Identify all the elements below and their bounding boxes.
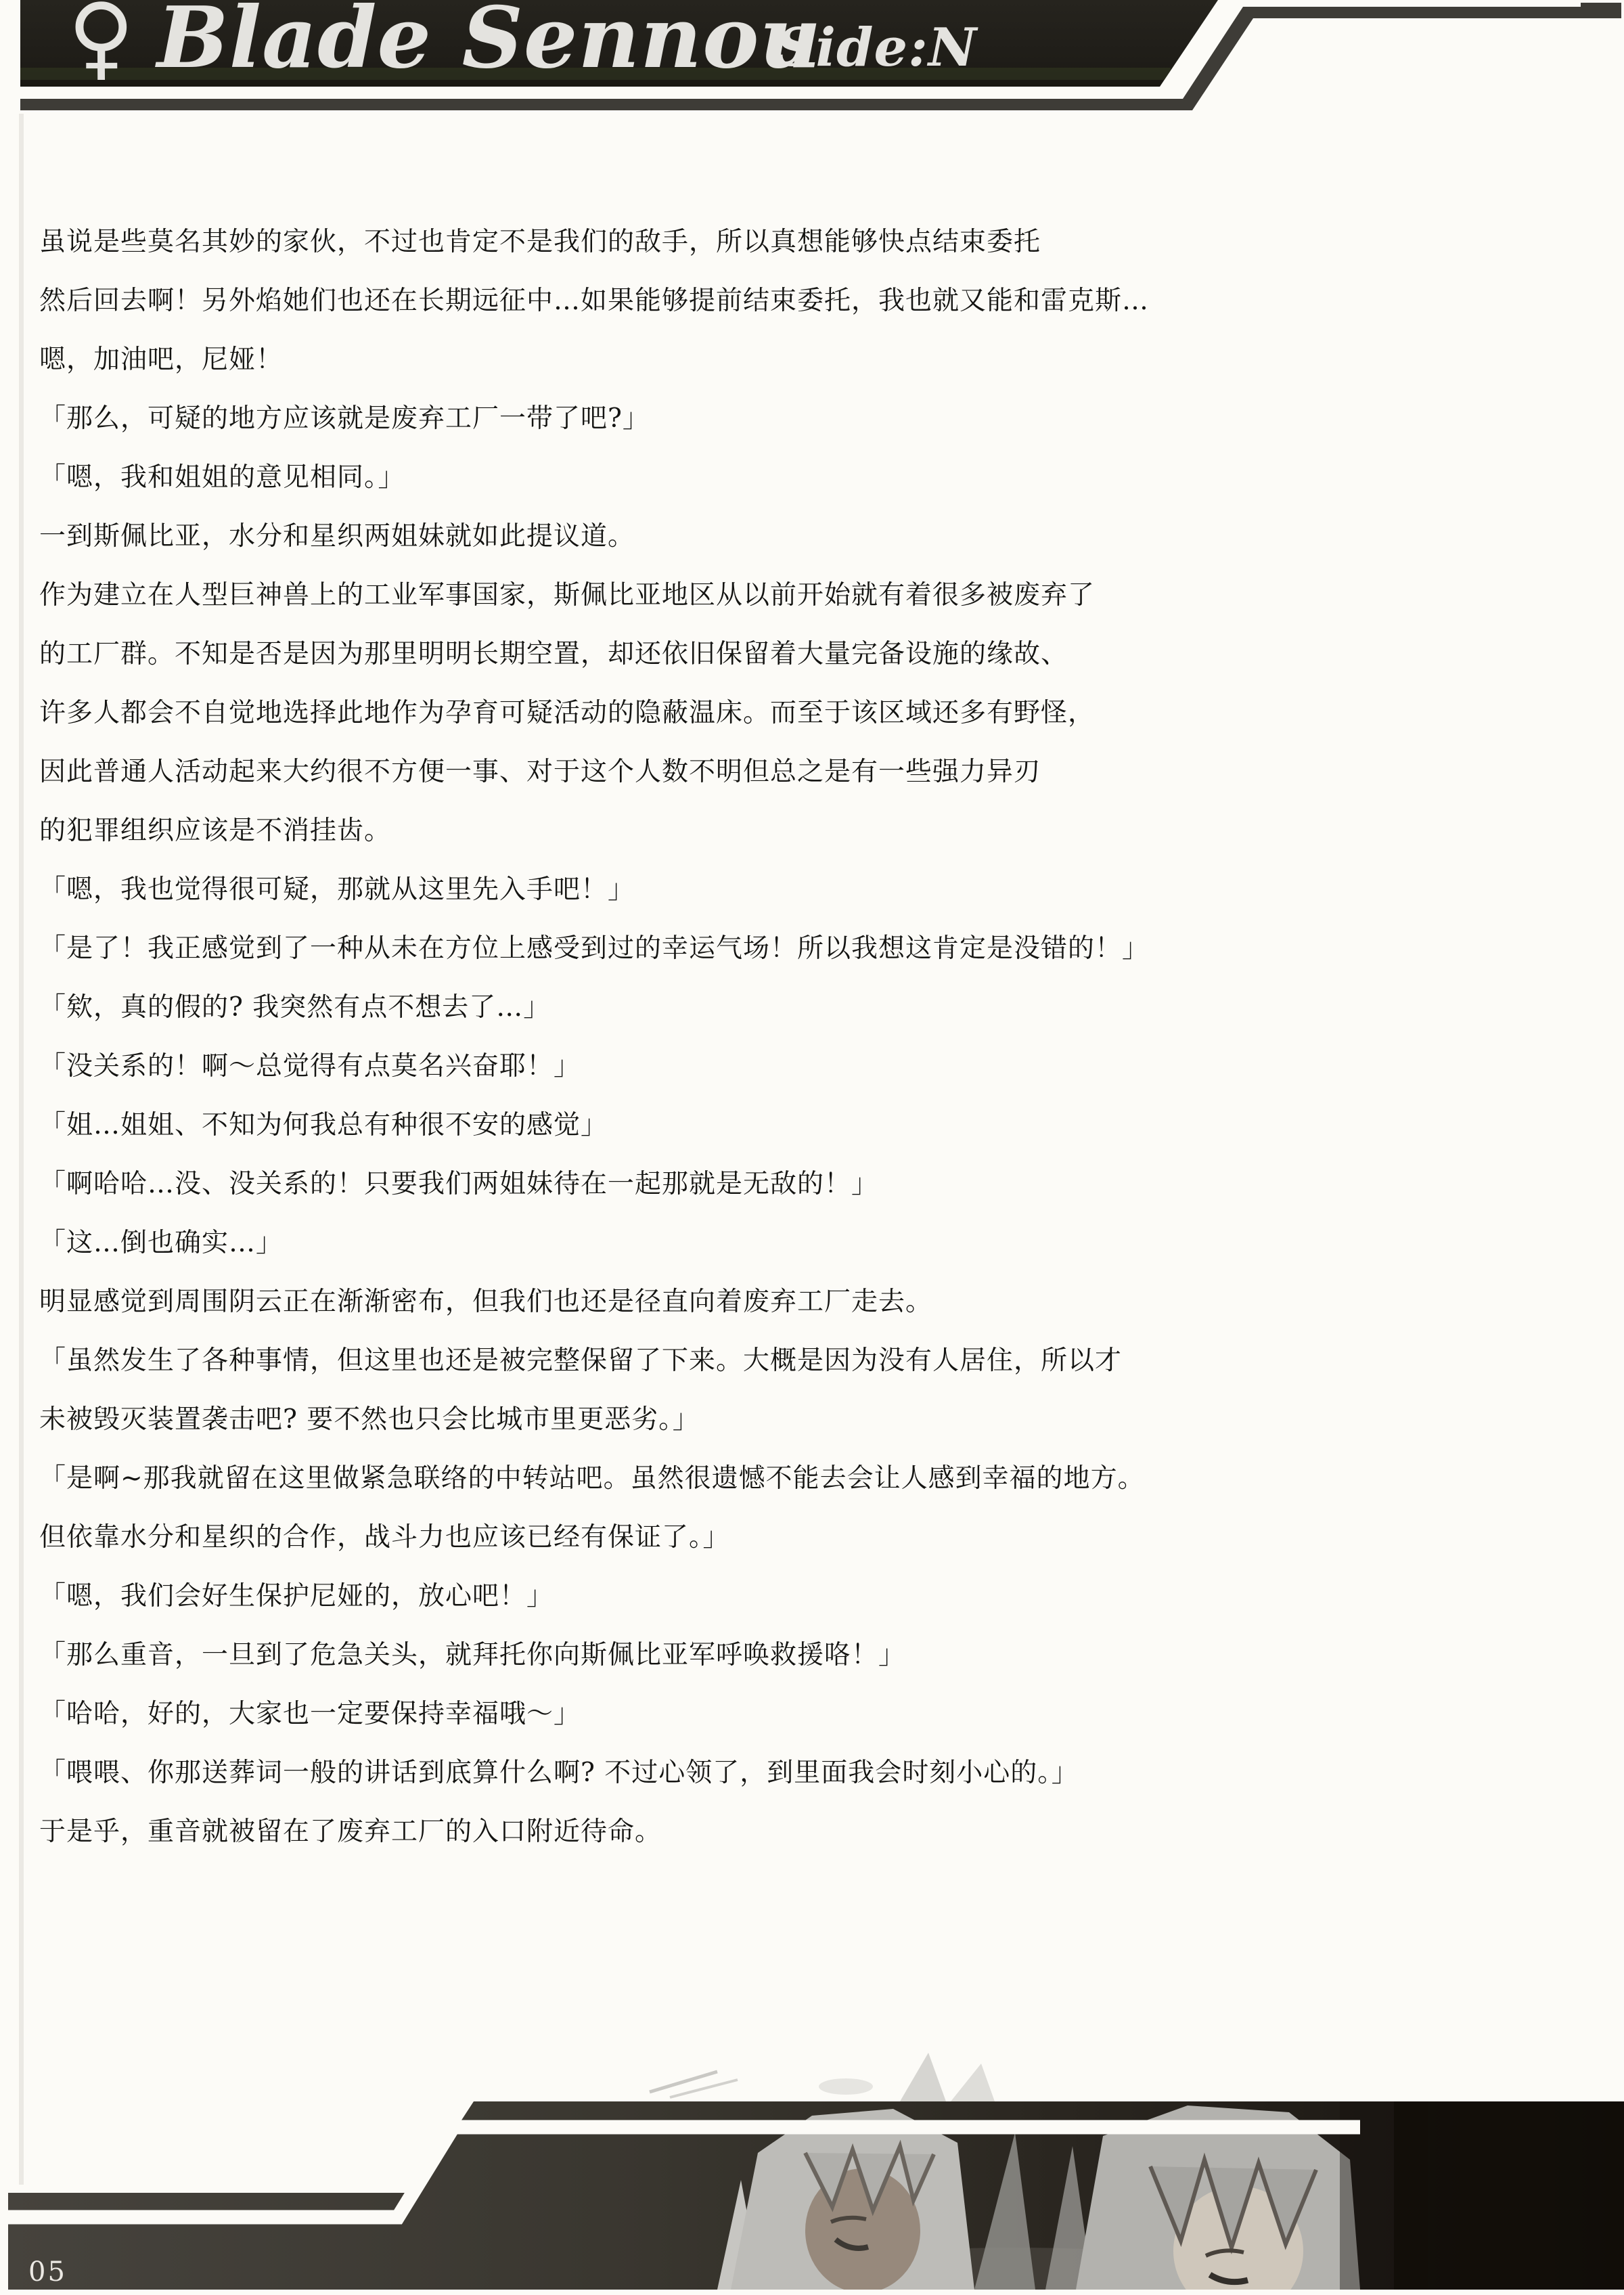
faint-sketch-above-band bbox=[650, 2053, 995, 2101]
text-line: 因此普通人活动起来大约很不方便一事、对于这个人数不明但总之是有一些强力异刃 bbox=[39, 757, 1041, 787]
text-line: 「啊哈哈…没、没关系的！只要我们两姐妹待在一起那就是无敌的！」 bbox=[39, 1169, 879, 1199]
side-label: Side:N bbox=[777, 17, 978, 79]
text-line: 「这…倒也确实…」 bbox=[39, 1228, 284, 1258]
text-line: 「哈哈，好的，大家也一定要保持幸福哦～」 bbox=[39, 1699, 581, 1729]
text-line: 然后回去啊！另外焰她们也还在长期远征中…如果能够提前结束委托，我也就又能和雷克斯… bbox=[39, 286, 1150, 316]
text-line: 「是啊~那我就留在这里做紧急联络的中转站吧。虽然很遗憾不能去会让人感到幸福的地方。 bbox=[39, 1463, 1145, 1494]
text-line: 嗯，加油吧，尼娅！ bbox=[39, 344, 284, 375]
text-line: 「嗯，我们会好生保护尼娅的，放心吧！」 bbox=[39, 1581, 554, 1611]
text-line: 许多人都会不自觉地选择此地作为孕育可疑活动的隐蔽温床。而至于该区域还多有野怪， bbox=[39, 698, 1096, 728]
text-line: 「那么，可疑的地方应该就是废弃工厂一带了吧?」 bbox=[39, 403, 650, 434]
scan-edge-shadow bbox=[19, 114, 24, 2185]
text-line: 「嗯，我和姐姐的意见相同。」 bbox=[39, 462, 405, 493]
story-text bbox=[39, 213, 1602, 1861]
text-line: 「是了！我正感觉到了一种从未在方位上感受到过的幸运气场！所以我想这肯定是没错的！」 bbox=[39, 933, 1150, 964]
text-line: 的犯罪组织应该是不消挂齿。 bbox=[39, 816, 392, 846]
text-line: 「那么重音，一旦到了危急关头，就拜托你向斯佩比亚军呼唤救援咯！」 bbox=[39, 1640, 906, 1670]
text-line: 一到斯佩比亚，水分和星织两姐妹就如此提议道。 bbox=[39, 521, 635, 552]
footer-banner bbox=[0, 1977, 1624, 2295]
text-line: 「喂喂、你那送葬词一般的讲话到底算什么啊? 不过心领了，到里面我会时刻小心的。」 bbox=[39, 1758, 1079, 1788]
series-title: Blade Sennou bbox=[157, 0, 822, 87]
text-line: 「虽然发生了各种事情，但这里也还是被完整保留了下来。大概是因为没有人居住，所以才 bbox=[39, 1345, 1123, 1376]
text-line: 的工厂群。不知是否是因为那里明明长期空置，却还依旧保留着大量完备设施的缘故、 bbox=[39, 639, 1068, 669]
text-line: 明显感觉到周围阴云正在渐渐密布，但我们也还是径直向着废弃工厂走去。 bbox=[39, 1287, 933, 1317]
text-line: 「嗯，我也觉得很可疑，那就从这里先入手吧！」 bbox=[39, 874, 635, 905]
page-number: 05 bbox=[28, 2256, 67, 2288]
text-line: 但依靠水分和星织的合作，战斗力也应该已经有保证了。」 bbox=[39, 1522, 730, 1553]
female-symbol-icon: ♀ bbox=[68, 0, 135, 90]
text-line: 「没关系的！啊～总觉得有点莫名兴奋耶！」 bbox=[39, 1051, 581, 1082]
text-line: 虽说是些莫名其妙的家伙，不过也肯定不是我们的敌手，所以真想能够快点结束委托 bbox=[39, 227, 1041, 257]
text-line: 未被毁灭装置袭击吧? 要不然也只会比城市里更恶劣。」 bbox=[39, 1404, 700, 1435]
header bbox=[0, 0, 1624, 95]
text-line: 作为建立在人型巨神兽上的工业军事国家，斯佩比亚地区从以前开始就有着很多被废弃了 bbox=[39, 580, 1096, 610]
text-line: 「欸，真的假的? 我突然有点不想去了…」 bbox=[39, 992, 551, 1023]
text-line: 于是乎，重音就被留在了废弃工厂的入口附近待命。 bbox=[39, 1817, 662, 1847]
text-line: 「姐…姐姐、不知为何我总有种很不安的感觉」 bbox=[39, 1110, 608, 1140]
